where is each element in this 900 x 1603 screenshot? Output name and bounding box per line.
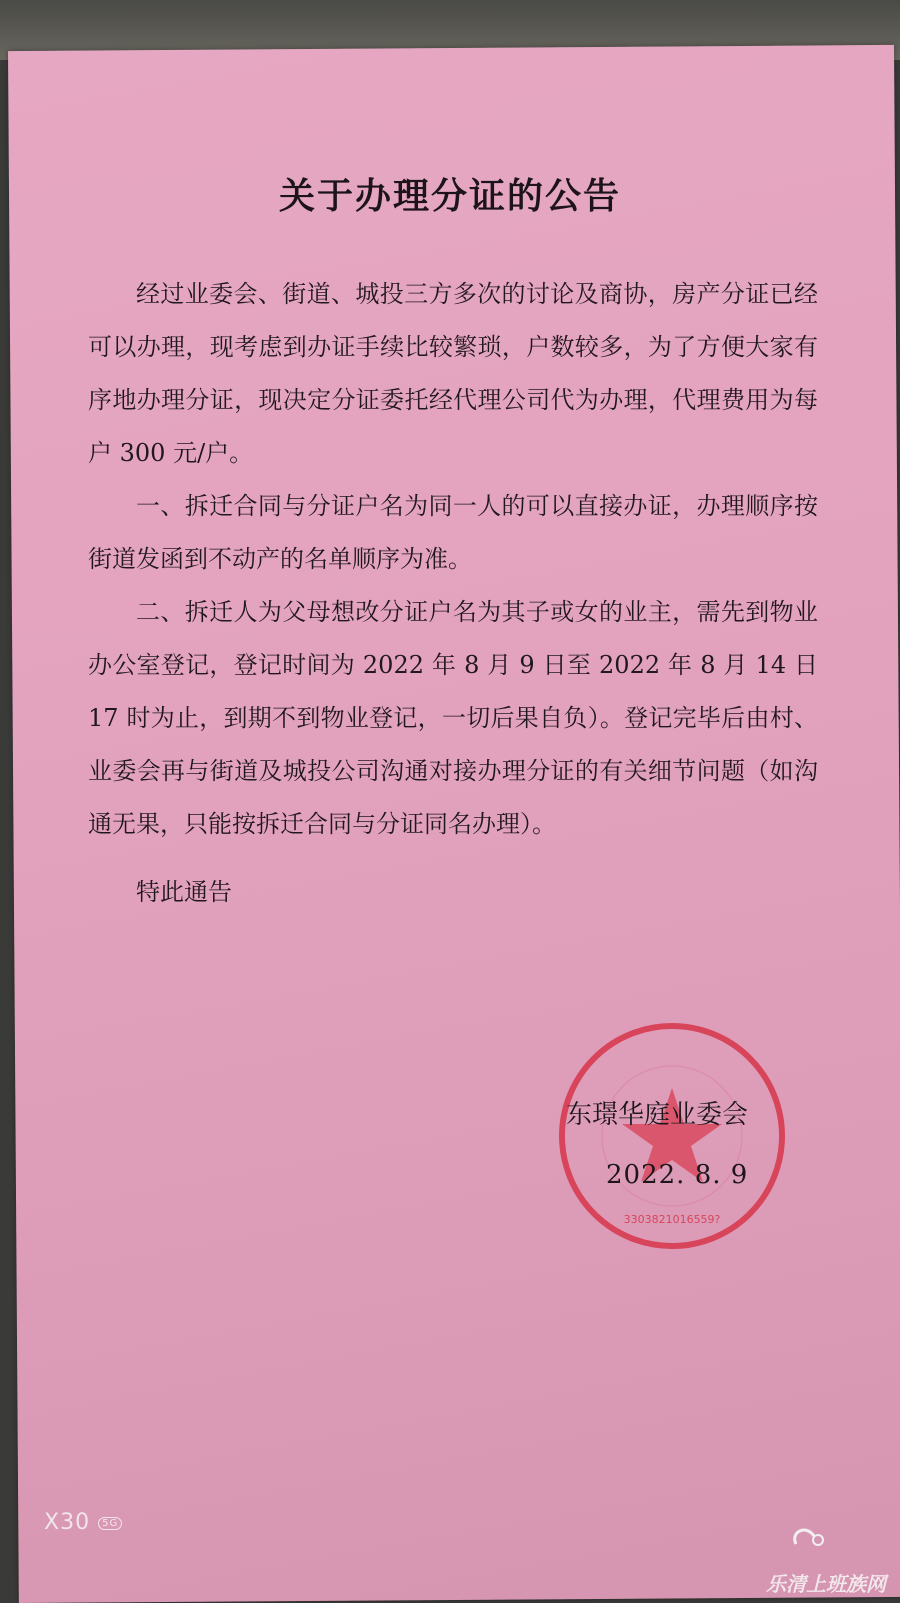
paragraph-item-2: 二、拆迁人为父母想改分证户名为其子或女的业主，需先到物业办公室登记，登记时间为 2022 年 8 月 9 日至 2022 年 8 月 14 日 17 时为止，到期不到物业登记，一切后果自负）。登记完毕后由村、业委会再与街道及城投公司沟通对接办理分证的有关细节问题（如沟通无果，只能按拆迁合同与分证同名办理）。 (88, 598, 818, 838)
site-logo-icon (788, 1522, 838, 1552)
site-watermark: 乐清上班族网 (766, 1572, 886, 1596)
closing-text: 特此通告 (136, 878, 232, 906)
paragraph-intro: 经过业委会、街道、城投三方多次的讨论及商协，房产分证已经可以办理，现考虑到办证手续比较繁琐，户数较多，为了方便大家有序地办理分证，现决定分证委托经代理公司代为办理，代理费用为每户 300 元/户。 (88, 280, 818, 467)
official-seal-icon (556, 1020, 788, 1252)
notice-body (88, 268, 818, 851)
camera-model: X30 (44, 1510, 91, 1535)
network-badge: 5G (98, 1517, 122, 1530)
camera-watermark (44, 1510, 122, 1535)
notice-title: 关于办理分证的公告 (278, 176, 621, 217)
signature-date: 2022. 8. 9 (606, 1160, 749, 1190)
paragraph-item-1: 一、拆迁合同与分证户名为同一人的可以直接办证，办理顺序按街道发函到不动产的名单顺序为准。 (88, 492, 818, 573)
signature-organization: 东璟华庭业委会 (566, 1100, 749, 1130)
seal-number: 3303821016559? (623, 1213, 721, 1226)
